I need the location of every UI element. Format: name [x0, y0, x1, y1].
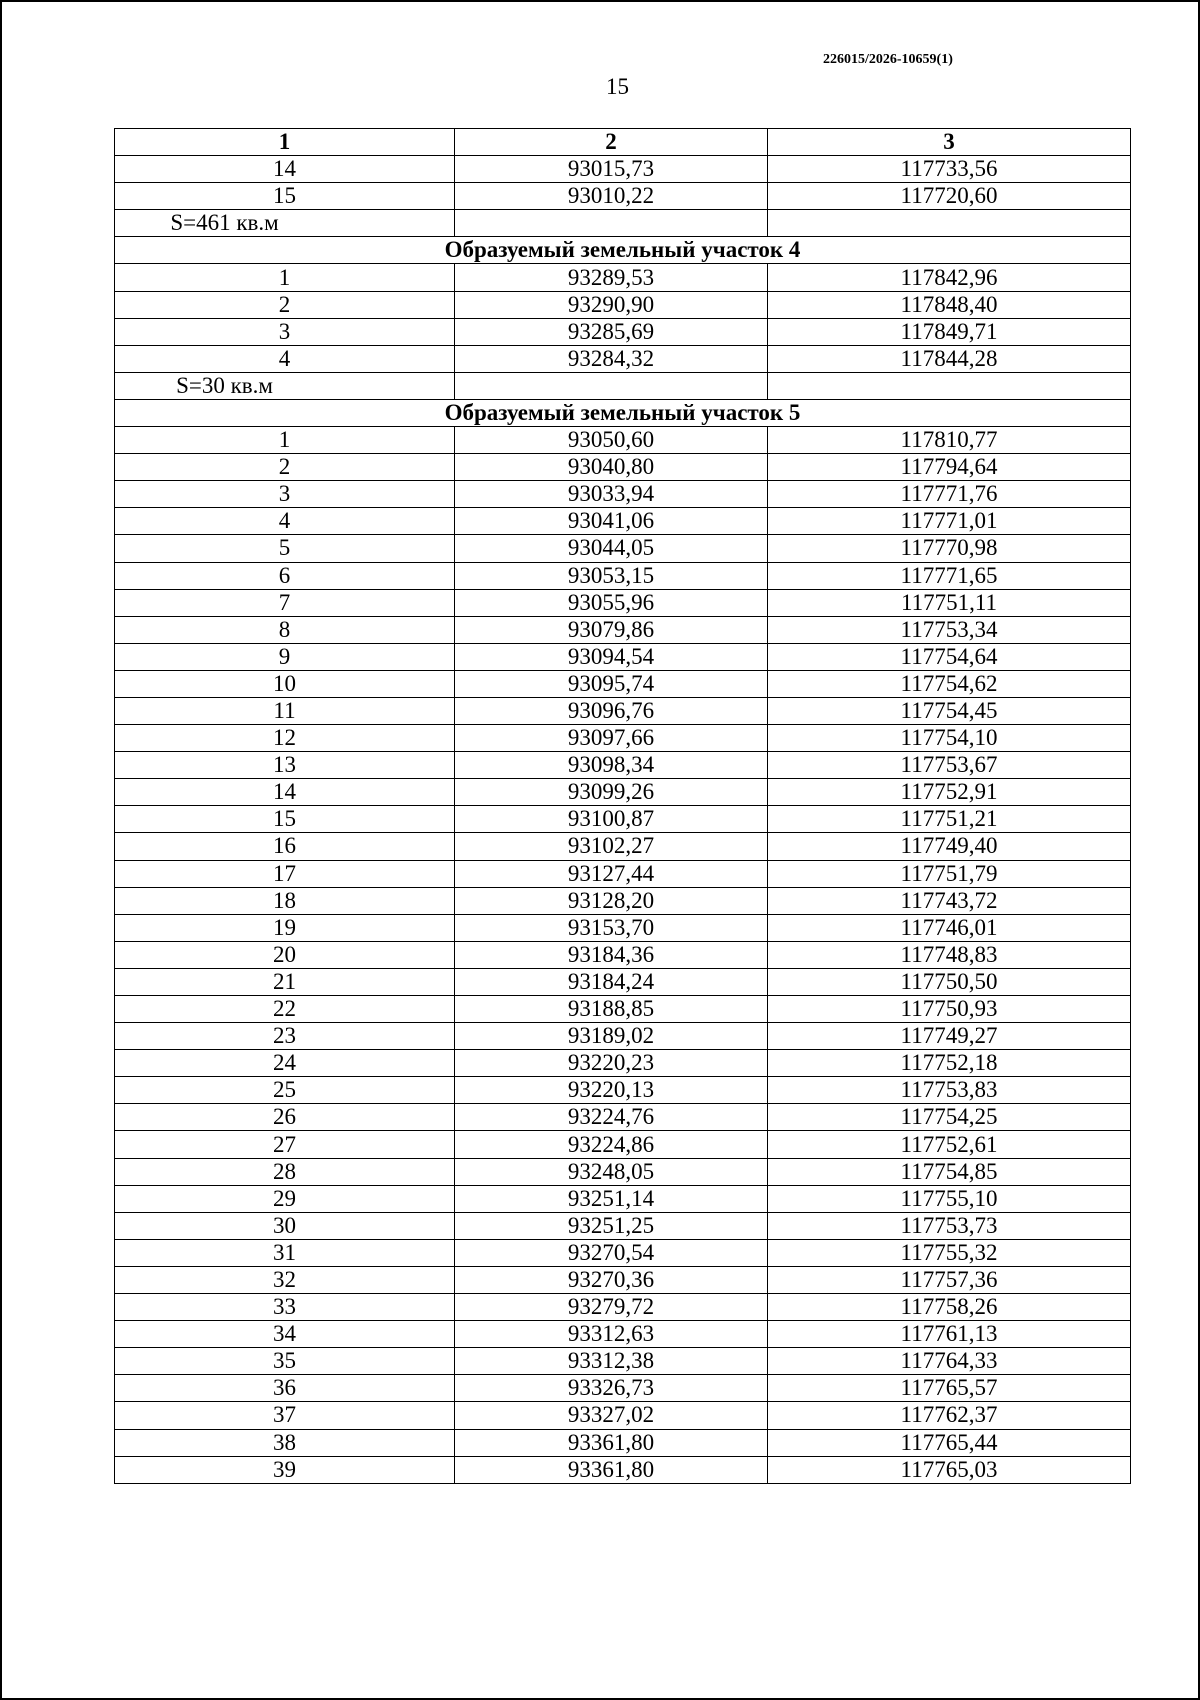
table-row [115, 589, 1131, 616]
area-value: S=30 кв.м [115, 372, 455, 399]
point-number: 28 [115, 1158, 455, 1185]
point-number: 1 [115, 427, 455, 454]
table-row [115, 1266, 1131, 1293]
section-heading-row [115, 237, 1131, 264]
y-coordinate: 117733,56 [768, 156, 1131, 183]
point-number: 14 [115, 156, 455, 183]
coordinates-table [114, 128, 1131, 1484]
x-coordinate: 93033,94 [455, 481, 768, 508]
table-row [115, 156, 1131, 183]
y-coordinate: 117754,85 [768, 1158, 1131, 1185]
table-row [115, 508, 1131, 535]
x-coordinate: 93220,23 [455, 1050, 768, 1077]
table-row [115, 1321, 1131, 1348]
table-row [115, 670, 1131, 697]
point-number: 10 [115, 670, 455, 697]
header-row [115, 129, 1131, 156]
point-number: 38 [115, 1429, 455, 1456]
table-row [115, 1429, 1131, 1456]
x-coordinate: 93040,80 [455, 454, 768, 481]
y-coordinate: 117755,32 [768, 1239, 1131, 1266]
x-coordinate: 93326,73 [455, 1375, 768, 1402]
point-number: 24 [115, 1050, 455, 1077]
y-coordinate: 117751,79 [768, 860, 1131, 887]
table-row [115, 1294, 1131, 1321]
y-coordinate: 117753,67 [768, 752, 1131, 779]
point-number: 20 [115, 941, 455, 968]
table-row [115, 941, 1131, 968]
x-coordinate: 93284,32 [455, 345, 768, 372]
table-row [115, 318, 1131, 345]
table-row [115, 535, 1131, 562]
point-number: 9 [115, 643, 455, 670]
point-number: 35 [115, 1348, 455, 1375]
point-number: 30 [115, 1212, 455, 1239]
x-coordinate: 93041,06 [455, 508, 768, 535]
table-row [115, 697, 1131, 724]
x-coordinate: 93361,80 [455, 1429, 768, 1456]
point-number: 16 [115, 833, 455, 860]
y-coordinate: 117752,91 [768, 779, 1131, 806]
point-number: 22 [115, 996, 455, 1023]
y-coordinate: 117844,28 [768, 345, 1131, 372]
x-coordinate: 93184,36 [455, 941, 768, 968]
table-row [115, 1023, 1131, 1050]
y-coordinate: 117771,65 [768, 562, 1131, 589]
x-coordinate: 93095,74 [455, 670, 768, 697]
y-coordinate: 117755,10 [768, 1185, 1131, 1212]
x-coordinate: 93050,60 [455, 427, 768, 454]
point-number: 3 [115, 318, 455, 345]
point-number: 18 [115, 887, 455, 914]
table-header [115, 129, 1131, 156]
table-row [115, 454, 1131, 481]
x-coordinate: 93285,69 [455, 318, 768, 345]
point-number: 4 [115, 345, 455, 372]
y-coordinate: 117750,50 [768, 968, 1131, 995]
table-row [115, 996, 1131, 1023]
point-number: 26 [115, 1104, 455, 1131]
y-coordinate: 117758,26 [768, 1294, 1131, 1321]
x-coordinate: 93312,38 [455, 1348, 768, 1375]
y-coordinate: 117757,36 [768, 1266, 1131, 1293]
x-coordinate: 93224,76 [455, 1104, 768, 1131]
point-number: 7 [115, 589, 455, 616]
point-number: 36 [115, 1375, 455, 1402]
table-row [115, 1456, 1131, 1483]
x-coordinate: 93097,66 [455, 725, 768, 752]
table-row [115, 806, 1131, 833]
point-number: 3 [115, 481, 455, 508]
point-number: 2 [115, 291, 455, 318]
table-row [115, 914, 1131, 941]
x-coordinate: 93015,73 [455, 156, 768, 183]
y-coordinate: 117765,03 [768, 1456, 1131, 1483]
empty-cell [455, 210, 768, 237]
area-row [115, 210, 1131, 237]
table-row [115, 779, 1131, 806]
y-coordinate: 117842,96 [768, 264, 1131, 291]
document-number: 226015/2026-10659(1) [823, 52, 953, 67]
point-number: 8 [115, 616, 455, 643]
table-row [115, 968, 1131, 995]
empty-cell [455, 372, 768, 399]
y-coordinate: 117754,64 [768, 643, 1131, 670]
point-number: 15 [115, 806, 455, 833]
y-coordinate: 117752,18 [768, 1050, 1131, 1077]
y-coordinate: 117720,60 [768, 183, 1131, 210]
point-number: 39 [115, 1456, 455, 1483]
table-row [115, 345, 1131, 372]
y-coordinate: 117765,57 [768, 1375, 1131, 1402]
y-coordinate: 117750,93 [768, 996, 1131, 1023]
column-header-2: 2 [455, 129, 768, 156]
x-coordinate: 93312,63 [455, 1321, 768, 1348]
x-coordinate: 93100,87 [455, 806, 768, 833]
point-number: 5 [115, 535, 455, 562]
x-coordinate: 93270,36 [455, 1266, 768, 1293]
y-coordinate: 117753,34 [768, 616, 1131, 643]
table-row [115, 1212, 1131, 1239]
x-coordinate: 93279,72 [455, 1294, 768, 1321]
point-number: 4 [115, 508, 455, 535]
table-row [115, 481, 1131, 508]
table-body [115, 156, 1131, 1484]
point-number: 17 [115, 860, 455, 887]
point-number: 32 [115, 1266, 455, 1293]
y-coordinate: 117761,13 [768, 1321, 1131, 1348]
x-coordinate: 93102,27 [455, 833, 768, 860]
x-coordinate: 93128,20 [455, 887, 768, 914]
point-number: 31 [115, 1239, 455, 1266]
y-coordinate: 117765,44 [768, 1429, 1131, 1456]
y-coordinate: 117754,45 [768, 697, 1131, 724]
x-coordinate: 93251,25 [455, 1212, 768, 1239]
table-row [115, 860, 1131, 887]
table-row [115, 616, 1131, 643]
table-row [115, 183, 1131, 210]
table-row [115, 264, 1131, 291]
x-coordinate: 93327,02 [455, 1402, 768, 1429]
y-coordinate: 117754,10 [768, 725, 1131, 752]
y-coordinate: 117849,71 [768, 318, 1131, 345]
table-row [115, 562, 1131, 589]
y-coordinate: 117743,72 [768, 887, 1131, 914]
y-coordinate: 117754,62 [768, 670, 1131, 697]
point-number: 23 [115, 1023, 455, 1050]
table-row [115, 1158, 1131, 1185]
table-row [115, 1375, 1131, 1402]
column-header-1: 1 [115, 129, 455, 156]
y-coordinate: 117771,76 [768, 481, 1131, 508]
point-number: 25 [115, 1077, 455, 1104]
x-coordinate: 93251,14 [455, 1185, 768, 1212]
y-coordinate: 117754,25 [768, 1104, 1131, 1131]
x-coordinate: 93127,44 [455, 860, 768, 887]
y-coordinate: 117749,27 [768, 1023, 1131, 1050]
x-coordinate: 93099,26 [455, 779, 768, 806]
area-value: S=461 кв.м [115, 210, 455, 237]
table-row [115, 643, 1131, 670]
column-header-3: 3 [768, 129, 1131, 156]
y-coordinate: 117770,98 [768, 535, 1131, 562]
x-coordinate: 93188,85 [455, 996, 768, 1023]
x-coordinate: 93184,24 [455, 968, 768, 995]
point-number: 1 [115, 264, 455, 291]
y-coordinate: 117848,40 [768, 291, 1131, 318]
x-coordinate: 93224,86 [455, 1131, 768, 1158]
y-coordinate: 117751,11 [768, 589, 1131, 616]
x-coordinate: 93290,90 [455, 291, 768, 318]
x-coordinate: 93010,22 [455, 183, 768, 210]
page-number: 15 [606, 74, 629, 99]
x-coordinate: 93094,54 [455, 643, 768, 670]
point-number: 13 [115, 752, 455, 779]
table-row [115, 1239, 1131, 1266]
x-coordinate: 93044,05 [455, 535, 768, 562]
point-number: 37 [115, 1402, 455, 1429]
table-row [115, 1077, 1131, 1104]
point-number: 21 [115, 968, 455, 995]
table-row [115, 1402, 1131, 1429]
y-coordinate: 117753,73 [768, 1212, 1131, 1239]
point-number: 12 [115, 725, 455, 752]
x-coordinate: 93096,76 [455, 697, 768, 724]
point-number: 11 [115, 697, 455, 724]
empty-cell [768, 372, 1131, 399]
y-coordinate: 117749,40 [768, 833, 1131, 860]
x-coordinate: 93270,54 [455, 1239, 768, 1266]
x-coordinate: 93053,15 [455, 562, 768, 589]
section-heading-row [115, 399, 1131, 426]
table-row [115, 833, 1131, 860]
table-row [115, 725, 1131, 752]
section-title: Образуемый земельный участок 5 [115, 399, 1131, 426]
y-coordinate: 117762,37 [768, 1402, 1131, 1429]
x-coordinate: 93189,02 [455, 1023, 768, 1050]
y-coordinate: 117794,64 [768, 454, 1131, 481]
point-number: 34 [115, 1321, 455, 1348]
point-number: 29 [115, 1185, 455, 1212]
area-row [115, 372, 1131, 399]
y-coordinate: 117810,77 [768, 427, 1131, 454]
table-row [115, 1348, 1131, 1375]
point-number: 33 [115, 1294, 455, 1321]
section-title: Образуемый земельный участок 4 [115, 237, 1131, 264]
table-row [115, 1104, 1131, 1131]
x-coordinate: 93098,34 [455, 752, 768, 779]
table-row [115, 1050, 1131, 1077]
x-coordinate: 93289,53 [455, 264, 768, 291]
x-coordinate: 93153,70 [455, 914, 768, 941]
x-coordinate: 93079,86 [455, 616, 768, 643]
point-number: 27 [115, 1131, 455, 1158]
table-row [115, 427, 1131, 454]
empty-cell [768, 210, 1131, 237]
y-coordinate: 117771,01 [768, 508, 1131, 535]
y-coordinate: 117746,01 [768, 914, 1131, 941]
y-coordinate: 117752,61 [768, 1131, 1131, 1158]
point-number: 19 [115, 914, 455, 941]
point-number: 14 [115, 779, 455, 806]
table-row [115, 1131, 1131, 1158]
table-row [115, 887, 1131, 914]
table-row [115, 1185, 1131, 1212]
y-coordinate: 117753,83 [768, 1077, 1131, 1104]
point-number: 2 [115, 454, 455, 481]
y-coordinate: 117764,33 [768, 1348, 1131, 1375]
y-coordinate: 117751,21 [768, 806, 1131, 833]
table-row [115, 291, 1131, 318]
y-coordinate: 117748,83 [768, 941, 1131, 968]
x-coordinate: 93361,80 [455, 1456, 768, 1483]
table-row [115, 752, 1131, 779]
x-coordinate: 93220,13 [455, 1077, 768, 1104]
point-number: 6 [115, 562, 455, 589]
point-number: 15 [115, 183, 455, 210]
x-coordinate: 93248,05 [455, 1158, 768, 1185]
x-coordinate: 93055,96 [455, 589, 768, 616]
